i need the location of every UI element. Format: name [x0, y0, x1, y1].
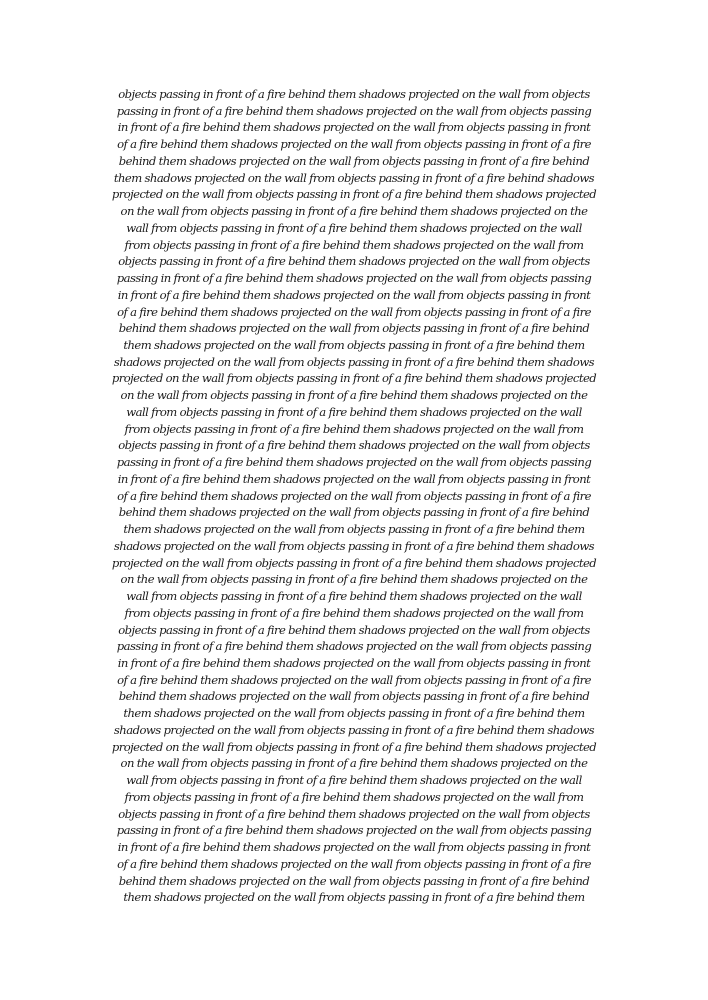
text-line: shadows projected on the wall from objects passing in front of a fire behind them shadows	[113, 538, 595, 553]
text-line: objects passing in front of a fire behind them shadows projected on the wall from objects	[118, 254, 590, 269]
text-line: from objects passing in front of a fire behind them shadows projected on the wall from	[124, 789, 584, 804]
body-text	[70, 86, 638, 906]
text-line: them shadows projected on the wall from objects passing in front of a fire behind them	[123, 338, 585, 353]
text-line: projected on the wall from objects passing in front of a fire behind them shadows projected	[111, 187, 597, 202]
text-line: in front of a fire behind them shadows projected on the wall from objects passing in front	[117, 287, 591, 302]
text-line: objects passing in front of a fire behind them shadows projected on the wall from objects	[118, 87, 590, 101]
text-line: from objects passing in front of a fire behind them shadows projected on the wall from	[124, 237, 584, 252]
text-line: of a fire behind them shadows projected on the wall from objects passing in front of a fire	[117, 488, 591, 503]
text-line: passing in front of a fire behind them shadows projected on the wall from objects passing	[116, 639, 592, 654]
text-line: objects passing in front of a fire behind them shadows projected on the wall from objects	[118, 806, 590, 821]
text-line: objects passing in front of a fire behind them shadows projected on the wall from objects	[118, 438, 590, 453]
text-line: behind them shadows projected on the wall from objects passing in front of a fire behind	[118, 321, 590, 336]
text-line: them shadows projected on the wall from objects passing in front of a fire behind shadows	[113, 170, 595, 185]
text-line: in front of a fire behind them shadows projected on the wall from objects passing in front	[117, 655, 591, 670]
text-line: passing in front of a fire behind them shadows projected on the wall from objects passing	[116, 823, 592, 838]
text-line: passing in front of a fire behind them shadows projected on the wall from objects passing	[116, 271, 592, 286]
text-line: from objects passing in front of a fire behind them shadows projected on the wall from	[124, 421, 584, 436]
text-line: in front of a fire behind them shadows projected on the wall from objects passing in front	[117, 840, 591, 855]
text-line: in front of a fire behind them shadows projected on the wall from objects passing in front	[117, 120, 591, 135]
text-line: wall from objects passing in front of a fire behind them shadows projected on the wall	[126, 220, 582, 235]
text-line: them shadows projected on the wall from objects passing in front of a fire behind them	[123, 890, 585, 905]
text-line: on the wall from objects passing in front of a fire behind them shadows projected on the	[120, 572, 588, 587]
text-line: shadows projected on the wall from objects passing in front of a fire behind them shadows	[113, 354, 595, 369]
text-line: of a fire behind them shadows projected on the wall from objects passing in front of a fire	[117, 856, 591, 871]
text-line: of a fire behind them shadows projected on the wall from objects passing in front of a fire	[117, 137, 591, 152]
text-line: objects passing in front of a fire behind them shadows projected on the wall from objects	[118, 622, 590, 637]
text-line: on the wall from objects passing in front of a fire behind them shadows projected on the	[120, 756, 588, 771]
text-line: passing in front of a fire behind them shadows projected on the wall from objects passing	[116, 103, 592, 118]
text-line: wall from objects passing in front of a fire behind them shadows projected on the wall	[126, 404, 582, 419]
text-line: projected on the wall from objects passing in front of a fire behind them shadows projected	[111, 739, 597, 754]
text-line: projected on the wall from objects passing in front of a fire behind them shadows projected	[111, 555, 597, 570]
text-line: behind them shadows projected on the wall from objects passing in front of a fire behind	[118, 689, 590, 704]
text-line: projected on the wall from objects passing in front of a fire behind them shadows projected	[111, 371, 597, 386]
text-line: of a fire behind them shadows projected on the wall from objects passing in front of a fire	[117, 672, 591, 687]
text-line: from objects passing in front of a fire behind them shadows projected on the wall from	[124, 605, 584, 620]
text-line: in front of a fire behind them shadows projected on the wall from objects passing in front	[117, 471, 591, 486]
text-line: them shadows projected on the wall from objects passing in front of a fire behind them	[123, 706, 585, 721]
text-line: shadows projected on the wall from objects passing in front of a fire behind them shadows	[113, 722, 595, 737]
text-line: behind them shadows projected on the wall from objects passing in front of a fire behind	[118, 873, 590, 888]
text-line: wall from objects passing in front of a fire behind them shadows projected on the wall	[126, 589, 582, 604]
text-line: on the wall from objects passing in front of a fire behind them shadows projected on the	[120, 388, 588, 403]
text-line: passing in front of a fire behind them shadows projected on the wall from objects passing	[116, 455, 592, 470]
text-line: them shadows projected on the wall from objects passing in front of a fire behind them	[123, 522, 585, 537]
text-line: on the wall from objects passing in front of a fire behind them shadows projected on the	[120, 204, 588, 219]
text-line: of a fire behind them shadows projected on the wall from objects passing in front of a fire	[117, 304, 591, 319]
text-line: wall from objects passing in front of a fire behind them shadows projected on the wall	[126, 773, 582, 788]
text-line: behind them shadows projected on the wall from objects passing in front of a fire behind	[118, 153, 590, 168]
text-line: behind them shadows projected on the wall from objects passing in front of a fire behind	[118, 505, 590, 520]
